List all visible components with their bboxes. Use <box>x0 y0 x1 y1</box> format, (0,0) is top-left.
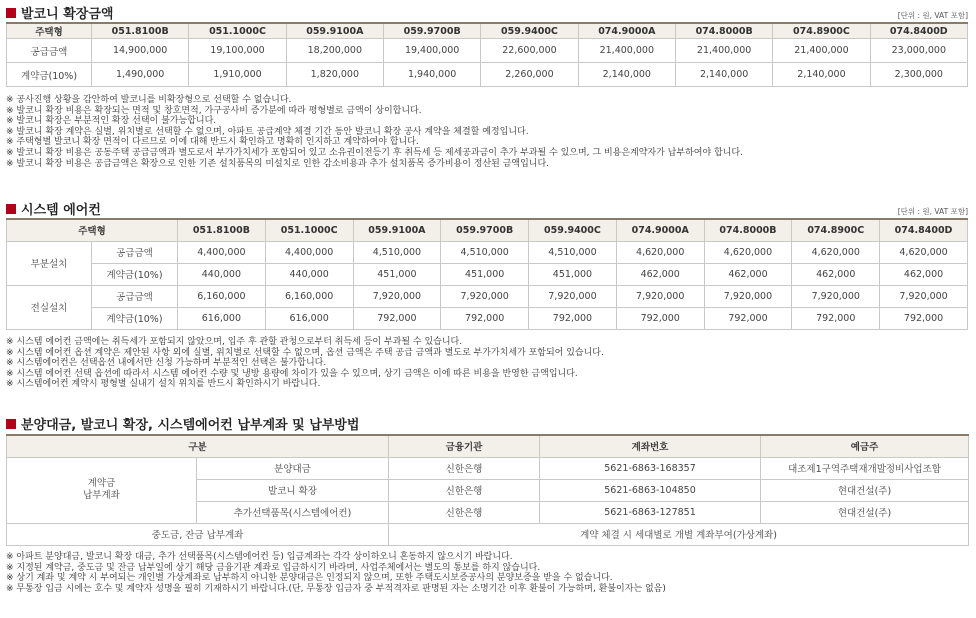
table-cell: 4,510,000 <box>441 241 529 263</box>
table-cell: 440,000 <box>178 263 266 285</box>
table-cell: 4,400,000 <box>178 241 266 263</box>
table-cell: 462,000 <box>880 263 968 285</box>
note-line: ※ 발코니 확장 계약은 실별, 위치별로 선택할 수 없으며, 아파트 공급계약 체결 기간 동안 발코니 확장 공사 계약을 체결할 예정입니다. <box>6 126 529 137</box>
table-cell: 14,900,000 <box>92 39 189 63</box>
note-line: ※ 발코니 확장 비용은 확장되는 면적 및 창호면적, 가구공사비 증가분에 따라 평형별로 금액이 상이합니다. <box>6 105 422 116</box>
note-line: ※ 상기 계좌 및 계약 시 부여되는 개인별 가상계좌로 납부하지 아니한 분양대금은 인정되지 않으며, 또한 주택도시보증공사의 분양보증을 받을 수 없습니다. <box>6 573 613 584</box>
table-cell: 신한은행 <box>389 457 540 479</box>
header-cell: 주택형 <box>7 219 178 241</box>
row-label: 추가선택품목(시스템에어컨) <box>197 501 389 523</box>
header-cell: 074.9000A <box>616 219 704 241</box>
header-cell: 074.8400D <box>880 219 968 241</box>
table-cell: 7,920,000 <box>880 285 968 307</box>
note-line: ※ 시스템 에어컨 금액에는 취득세가 포함되지 않았으며, 입주 후 관할 관청으로부터 취득세 등이 부과될 수 있습니다. <box>6 337 463 347</box>
table-cell: 4,620,000 <box>704 241 792 263</box>
table-cell: 451,000 <box>353 263 441 285</box>
table-cell: 5621-6863-104850 <box>540 479 761 501</box>
table-cell: 1,820,000 <box>286 63 383 87</box>
header-cell: 059.9700B <box>441 219 529 241</box>
table-cell: 21,400,000 <box>578 39 675 63</box>
row-label: 발코니 확장 <box>197 479 389 501</box>
group-label-line: 계약금 <box>87 478 116 489</box>
header-cell: 074.8400D <box>870 23 967 39</box>
header-cell: 074.8900C <box>773 23 870 39</box>
row-label: 공급금액 <box>7 39 92 63</box>
table-cell: 23,000,000 <box>870 39 967 63</box>
header-cell: 051.1000C <box>265 219 353 241</box>
table-cell: 4,620,000 <box>880 241 968 263</box>
table-cell: 4,620,000 <box>792 241 880 263</box>
table-cell: 1,940,000 <box>383 63 480 87</box>
table-header-row <box>7 435 969 457</box>
header-cell: 051.1000C <box>189 23 286 39</box>
table-cell: 7,920,000 <box>792 285 880 307</box>
table-cell: 신한은행 <box>389 501 540 523</box>
table-cell: 7,920,000 <box>441 285 529 307</box>
row-label: 계약금(10%) <box>7 63 92 87</box>
note-line: ※ 시스템에어컨은 선택옵션 내에서만 신청 가능하며 부분적인 선택은 불가합니다. <box>6 358 327 369</box>
table-cell: 616,000 <box>178 307 266 329</box>
note-line: ※ 지정된 계약금, 중도금 및 잔금 납부일에 상기 해당 금융기관 계좌로 입금하시기 바라며, 사업주체에서는 별도의 통보를 하지 않습니다. <box>6 562 541 573</box>
table-cell: 792,000 <box>529 307 617 329</box>
header-cell: 계좌번호 <box>540 435 761 457</box>
note-line: ※ 시스템 에어컨 옵션 계약은 제안된 사항 외에 실별, 위치별로 선택할 수 없으며, 옵션 금액은 주택 공급 금액과 별도로 부가가치세가 포함되어 있습니다. <box>6 347 604 358</box>
table-cell: 2,140,000 <box>773 63 870 87</box>
table-cell: 6,160,000 <box>265 285 353 307</box>
balcony-title: 발코니 확장금액 <box>21 7 114 22</box>
table-cell: 2,140,000 <box>578 63 675 87</box>
payment-title: 분양대금, 발코니 확장, 시스템에어컨 납부계좌 및 납부방법 <box>21 418 360 433</box>
header-cell: 059.9100A <box>286 23 383 39</box>
table-cell: 462,000 <box>704 263 792 285</box>
balcony-section-title <box>6 3 113 22</box>
table-row <box>7 263 968 285</box>
table-row <box>7 285 968 307</box>
balcony-notes <box>6 95 743 169</box>
header-cell: 059.9400C <box>529 219 617 241</box>
note-line: ※ 발코니 확장은 부분적인 확장 선택이 불가능합니다. <box>6 116 217 127</box>
table-cell: 792,000 <box>704 307 792 329</box>
table-cell: 1,910,000 <box>189 63 286 87</box>
note-line: ※ 아파트 분양대금, 발코니 확장 대금, 추가 선택품목(시스템에어컨 등) 입금계좌는 각각 상이하오니 혼동하지 않으시기 바랍니다. <box>6 552 513 562</box>
note-line: ※ 주택형별 발코니 확장 면적이 다르므로 이에 대해 반드시 확인하고 명확히 인지하고 계약하여야 합니다. <box>6 137 419 148</box>
table-header-row <box>7 23 968 39</box>
note-line: ※ 발코니 확장 비용은 공급금액은 확장으로 인한 기존 설치품목의 미설치로 인한 감소비용과 추가 설치품목 증가비용이 정산된 금액입니다. <box>6 158 550 169</box>
header-cell: 059.9400C <box>481 23 578 39</box>
table-cell: 792,000 <box>441 307 529 329</box>
table-row <box>7 39 968 63</box>
group-label-line: 납부계좌 <box>83 490 120 501</box>
table-cell: 21,400,000 <box>675 39 772 63</box>
header-cell: 059.9100A <box>353 219 441 241</box>
row-label: 공급금액 <box>92 285 178 307</box>
table-cell: 4,510,000 <box>529 241 617 263</box>
note-line: ※ 무통장 입금 시에는 호수 및 계약자 성명을 필히 기재하시기 바랍니다.(단, 무통장 입금자 중 부적격자로 판명된 자는 소명기간 이후 환불이 가능하며, 환불이자는 없음) <box>6 583 666 594</box>
table-cell: 1,490,000 <box>92 63 189 87</box>
header-cell: 074.9000A <box>578 23 675 39</box>
table-row <box>7 307 968 329</box>
table-cell: 616,000 <box>265 307 353 329</box>
table-cell: 5621-6863-127851 <box>540 501 761 523</box>
group-label: 부분설치 <box>7 241 92 285</box>
note-line: ※ 시스템 에어컨 선택 옵션에 따라서 시스템 에어컨 수량 및 냉방 용량에 차이가 있을 수 있으며, 상기 금액은 이에 따른 비용을 반영한 금액입니다. <box>6 368 578 379</box>
table-cell: 462,000 <box>616 263 704 285</box>
payment-notes <box>6 552 666 594</box>
note-line: ※ 발코니 확장 비용은 공동주택 공급금액과 별도로서 부가가치세가 포함되어 있고 소유권이전등기 후 취득세 등 제세공과금이 추가 부과될 수 있으며, 그 비용은계약자가 납부하여야 합니다. <box>6 147 743 158</box>
table-cell: 792,000 <box>353 307 441 329</box>
table-cell: 현대건설(주) <box>761 501 969 523</box>
table-row <box>7 241 968 263</box>
header-cell: 074.8000B <box>704 219 792 241</box>
table-cell: 7,920,000 <box>529 285 617 307</box>
table-cell: 대조제1구역주택재개발정비사업조합 <box>761 457 969 479</box>
table-cell: 18,200,000 <box>286 39 383 63</box>
table-cell: 22,600,000 <box>481 39 578 63</box>
row-label: 계약금(10%) <box>92 263 178 285</box>
table-cell: 7,920,000 <box>616 285 704 307</box>
aircon-unit: [단위 : 원, VAT 포함] <box>897 207 968 216</box>
aircon-title: 시스템 에어컨 <box>21 203 101 218</box>
payment-section-title <box>6 414 359 433</box>
table-cell: 2,260,000 <box>481 63 578 87</box>
table-cell: 현대건설(주) <box>761 479 969 501</box>
table-row <box>7 63 968 87</box>
table-cell: 계약 체결 시 세대별로 개별 계좌부여(가상계좌) <box>389 523 969 545</box>
table-cell: 19,400,000 <box>383 39 480 63</box>
note-line: ※ 시스템에어컨 계약시 평형별 실내기 설치 위치를 반드시 확인하시기 바랍니다. <box>6 379 321 390</box>
table-cell: 6,160,000 <box>178 285 266 307</box>
table-cell: 4,400,000 <box>265 241 353 263</box>
table-cell: 451,000 <box>529 263 617 285</box>
table-cell: 4,620,000 <box>616 241 704 263</box>
row-label: 중도금, 잔금 납부계좌 <box>7 523 389 545</box>
note-line: ※ 공사진행 상황을 감안하여 발코니를 비확장형으로 선택할 수 없습니다. <box>6 95 292 105</box>
table-cell: 5621-6863-168357 <box>540 457 761 479</box>
table-header-row <box>7 219 968 241</box>
group-label: 전실설치 <box>7 285 92 329</box>
section-marker-icon <box>6 419 16 429</box>
header-cell: 051.8100B <box>92 23 189 39</box>
section-marker-icon <box>6 204 16 214</box>
header-cell: 051.8100B <box>178 219 266 241</box>
table-cell: 451,000 <box>441 263 529 285</box>
table-cell: 21,400,000 <box>773 39 870 63</box>
header-cell: 074.8900C <box>792 219 880 241</box>
row-label: 공급금액 <box>92 241 178 263</box>
aircon-table <box>6 218 968 330</box>
group-label <box>7 457 197 523</box>
row-label: 계약금(10%) <box>92 307 178 329</box>
header-cell: 059.9700B <box>383 23 480 39</box>
header-cell: 주택형 <box>7 23 92 39</box>
table-cell: 19,100,000 <box>189 39 286 63</box>
section-marker-icon <box>6 8 16 18</box>
table-cell: 792,000 <box>792 307 880 329</box>
table-cell: 4,510,000 <box>353 241 441 263</box>
table-row <box>7 457 969 479</box>
balcony-table <box>6 22 968 87</box>
table-cell: 7,920,000 <box>704 285 792 307</box>
row-label: 분양대금 <box>197 457 389 479</box>
aircon-section-title <box>6 199 101 218</box>
aircon-notes <box>6 337 604 390</box>
header-cell: 금융기관 <box>389 435 540 457</box>
table-cell: 440,000 <box>265 263 353 285</box>
table-cell: 2,140,000 <box>675 63 772 87</box>
header-cell: 074.8000B <box>675 23 772 39</box>
header-cell: 구분 <box>7 435 389 457</box>
table-cell: 792,000 <box>880 307 968 329</box>
table-row <box>7 523 969 545</box>
table-cell: 신한은행 <box>389 479 540 501</box>
balcony-unit: [단위 : 원, VAT 포함] <box>897 11 968 20</box>
table-cell: 7,920,000 <box>353 285 441 307</box>
table-cell: 2,300,000 <box>870 63 967 87</box>
payment-table <box>6 434 969 546</box>
table-cell: 792,000 <box>616 307 704 329</box>
table-cell: 462,000 <box>792 263 880 285</box>
header-cell: 예금주 <box>761 435 969 457</box>
